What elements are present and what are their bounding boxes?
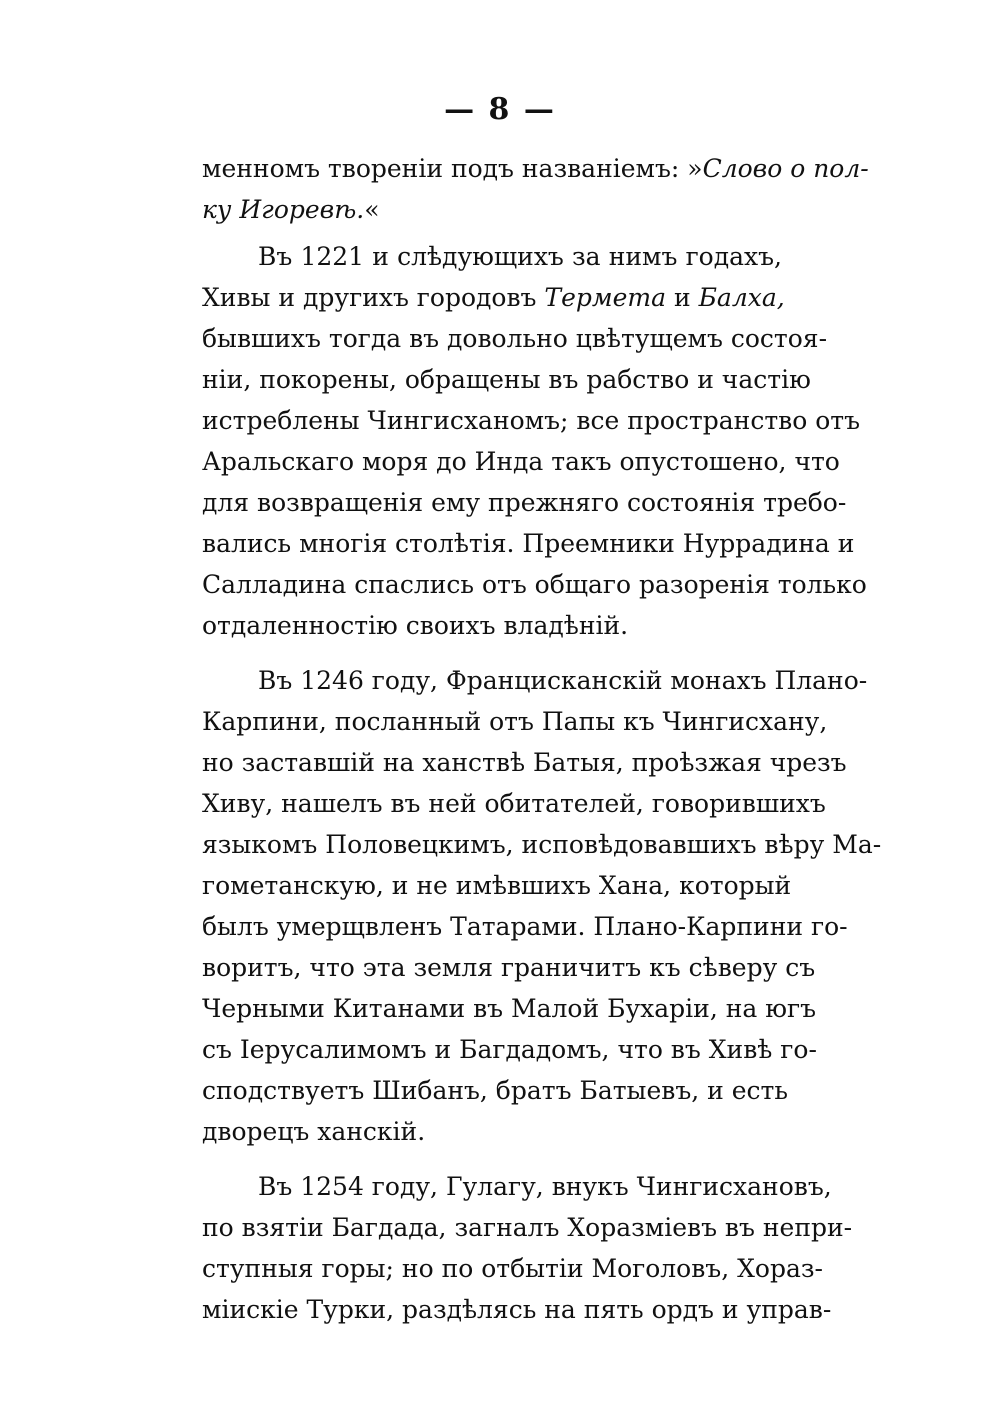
text-line: языкомъ Половецкимъ, исповѣдовавшихъ вѣру Ма- (202, 830, 882, 859)
text-line: вались многія столѣтія. Преемники Нуррадина и (202, 529, 855, 558)
body-text (202, 148, 882, 1330)
text-line: Карпини, посланный отъ Папы къ Чингисхану, (202, 707, 828, 736)
text-line: Хиву, нашелъ въ ней обитателей, говорившихъ (202, 789, 826, 818)
text-line: ступныя горы; но по отбытіи Моголовъ, Хораз- (202, 1254, 823, 1283)
text-line: но заставшій на ханствѣ Батыя, проѣзжая чрезъ (202, 748, 847, 777)
text-line: по взятіи Багдада, загналъ Хоразміевъ въ непри- (202, 1213, 853, 1242)
text-line: Въ 1246 году, Францисканскій монахъ Плано- (258, 666, 868, 695)
text-line: для возвращенія ему прежняго состоянія требо- (202, 488, 847, 517)
text-line: ку Игоревѣ.« (202, 195, 380, 224)
text-line: міискіе Турки, раздѣлясь на пять ордъ и управ- (202, 1295, 832, 1324)
text-line: отдаленностію своихъ владѣній. (202, 611, 629, 640)
page-number: — 8 — (444, 92, 556, 127)
text-line: Салладина спаслись отъ общаго разоренія только (202, 570, 867, 599)
text-line: гометанскую, и не имѣвшихъ Хана, который (202, 871, 792, 900)
text-line: былъ умерщвленъ Татарами. Плано-Карпини го- (202, 912, 848, 941)
text-line: Черными Китанами въ Малой Бухаріи, на югъ (202, 994, 817, 1023)
text-line: Въ 1221 и слѣдующихъ за нимъ годахъ, (258, 242, 782, 271)
text-line: съ Іерусалимомъ и Багдадомъ, что въ Хивѣ го- (202, 1035, 817, 1064)
text-line: Въ 1254 году, Гулагу, внукъ Чингисхановъ, (258, 1172, 832, 1201)
text-line: менномъ твореніи подъ названіемъ: »Слово о пол- (202, 154, 869, 183)
text-line: Хивы и другихъ городовъ Термета и Балха, (202, 283, 785, 312)
text-line: ніи, покорены, обращены въ рабство и частію (202, 365, 811, 394)
text-line: бывшихъ тогда въ довольно цвѣтущемъ состоя- (202, 324, 828, 353)
text-line: сподствуетъ Шибанъ, братъ Батыевъ, и есть (202, 1076, 788, 1105)
text-line: воритъ, что эта земля граничитъ къ сѣверу съ (202, 953, 816, 982)
text-line: истреблены Чингисханомъ; все пространство отъ (202, 406, 861, 435)
text-line: дворецъ ханскій. (202, 1117, 426, 1146)
text-line: Аральскаго моря до Инда такъ опустошено, что (202, 447, 840, 476)
